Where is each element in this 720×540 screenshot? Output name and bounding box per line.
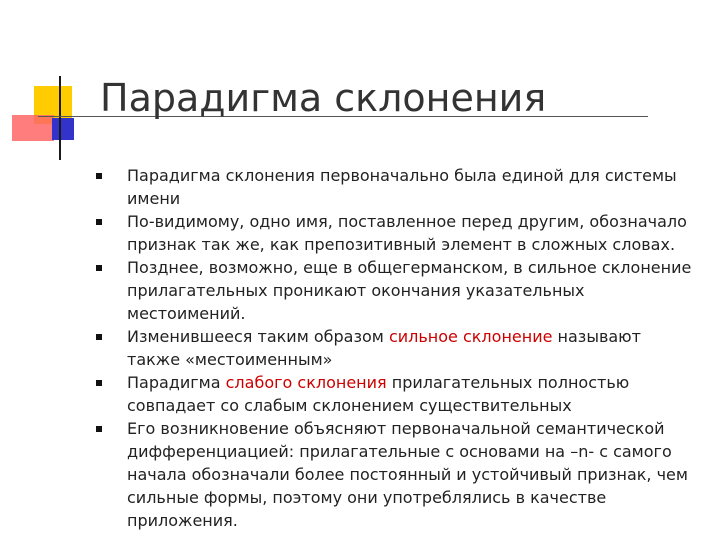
bullet-text-end: прилагательных полностью совпадает со слабым склонением существительных [127, 373, 630, 415]
bullet-text-end: называют также «местоименным» [127, 327, 641, 369]
bullet-item [96, 417, 696, 532]
bullet-list [96, 164, 696, 532]
bullet-text: Его возникновение объясняют первоначальной семантической дифференциацией: прилагательные с основами на –n- с самого начала обозначали более постоянный и устойчивый признак, чем сильные формы, поэтому они употреблялись в качестве приложения. [127, 419, 688, 530]
bullet-text-start: Изменившееся таким образом [127, 327, 389, 346]
bullet-item [96, 371, 696, 417]
bullet-item [96, 210, 696, 256]
bullet-text: Позднее, возможно, еще в общегерманском, в сильное склонение прилагательных проникают окончания указательных местоимений. [127, 258, 692, 323]
highlighted-term: сильное склонение [388, 327, 553, 346]
square-bullet-icon [96, 334, 102, 340]
square-bullet-icon [96, 219, 102, 225]
square-bullet-icon [96, 380, 102, 386]
square-bullet-icon [96, 265, 102, 271]
square-bullet-icon [96, 426, 102, 432]
decor-vertical-line [59, 76, 61, 160]
decor-blue-square [52, 118, 74, 140]
bullet-item [96, 256, 696, 325]
highlighted-term: слабого склонения [225, 373, 387, 392]
bullet-text: Парадигма склонения первоначально была единой для системы имени [127, 166, 677, 208]
decor-red-rectangle [12, 115, 54, 141]
bullet-item [96, 325, 696, 371]
bullet-text-start: Парадигма [127, 373, 226, 392]
square-bullet-icon [96, 173, 102, 179]
slide-title: Парадигма склонения [100, 76, 547, 120]
bullet-text: По-видимому, одно имя, поставленное перед другим, обозначало признак так же, как препозитивный элемент в сложных словах. [127, 212, 687, 254]
bullet-item [96, 164, 696, 210]
